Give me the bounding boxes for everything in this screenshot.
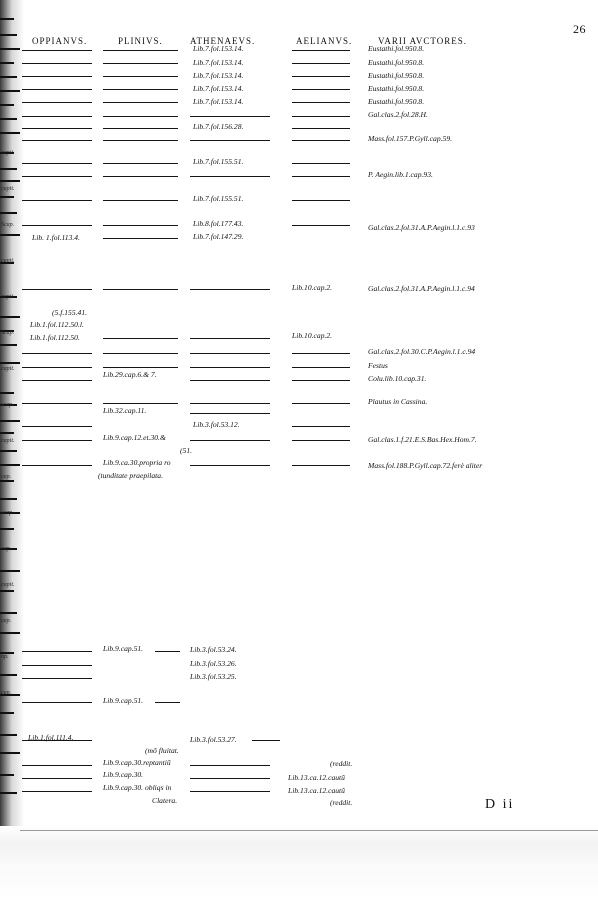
- binding-rule: [0, 34, 17, 36]
- table-rule: [22, 176, 92, 177]
- table-rule: [103, 289, 178, 290]
- table-rule: [103, 176, 178, 177]
- page-curl: [0, 826, 598, 900]
- table-rule: [22, 140, 92, 141]
- binding-rule: [0, 498, 17, 500]
- binding-text: Scap.: [1, 330, 15, 336]
- table-rule: [103, 102, 178, 103]
- binding-rule: [0, 774, 14, 776]
- table-rule: [22, 102, 92, 103]
- header-oppianus: OPPIANVS.: [32, 36, 88, 46]
- binding-text: capit.: [1, 258, 15, 264]
- binding-text: capit.: [1, 438, 15, 444]
- table-rule: [22, 380, 92, 381]
- binding-rule: [0, 464, 20, 466]
- table-rule: [103, 225, 178, 226]
- aelianus-entry: Lib.13.ca.12.cautũ: [288, 786, 345, 795]
- athenaeus-entry: Lib.3.fol.53.24.: [190, 645, 237, 654]
- table-rule: [190, 353, 270, 354]
- table-rule: [190, 176, 270, 177]
- athenaeus-entry: Lib.7.fol.153.14.: [193, 44, 244, 53]
- plinius-entry: Lib.29.cap.6.& 7.: [103, 370, 157, 379]
- table-rule: [155, 651, 180, 652]
- varii-entry: Eustathi.fol.950.8.: [368, 97, 425, 106]
- binding-rule: [0, 432, 14, 434]
- varii-entry: Eustathi.fol.950.8.: [368, 84, 425, 93]
- table-rule: [292, 403, 350, 404]
- binding-rule: [0, 196, 14, 198]
- binding-text: capit.: [1, 582, 15, 588]
- binding-rule: [0, 62, 14, 64]
- binding-rule: [0, 674, 17, 676]
- binding-text: scap.: [1, 510, 14, 516]
- table-rule: [103, 50, 178, 51]
- binding-rule: [0, 212, 17, 214]
- table-rule: [190, 791, 270, 792]
- plinius-entry: (mõ fluitat.: [145, 746, 179, 755]
- table-rule: [190, 778, 270, 779]
- table-rule: [22, 403, 92, 404]
- plinius-entry: (tunditate praepilata.: [98, 471, 163, 480]
- aelianus-entry: (reddit.: [330, 759, 353, 768]
- table-rule: [22, 465, 92, 466]
- table-rule: [292, 380, 350, 381]
- binding-rule: [0, 528, 14, 530]
- binding-text: Scap.: [1, 222, 15, 228]
- binding-text: cap.: [1, 690, 12, 696]
- binding-rule: [0, 316, 20, 318]
- table-rule: [190, 403, 270, 404]
- header-aelianus: AELIANVS.: [296, 36, 353, 46]
- table-rule: [22, 678, 92, 679]
- plinius-entry: Lib.32.cap.11.: [103, 406, 147, 415]
- table-rule: [22, 225, 92, 226]
- binding-rule: [0, 480, 14, 482]
- table-rule: [190, 289, 270, 290]
- table-rule: [190, 765, 270, 766]
- table-rule: [22, 702, 92, 703]
- table-rule: [103, 353, 178, 354]
- table-rule: [22, 353, 92, 354]
- binding-text: capit.: [1, 366, 15, 372]
- plinius-entry: Lib.9.cap.12.et.30.&: [103, 433, 166, 442]
- binding-rule: [0, 612, 17, 614]
- athenaeus-entry: Lib.3.fol.53.25.: [190, 672, 237, 681]
- table-rule: [22, 778, 92, 779]
- plinius-entry: Lib.9.cap.30.: [103, 770, 144, 779]
- table-rule: [103, 163, 178, 164]
- table-rule: [292, 163, 350, 164]
- varii-entry: Mass.fol.188.P.Gyll.cap.72.ferè aliter: [368, 461, 483, 470]
- table-rule: [190, 367, 270, 368]
- table-rule: [22, 426, 92, 427]
- table-rule: [103, 403, 178, 404]
- aelianus-entry: (reddit.: [330, 798, 353, 807]
- binding-rule: [0, 104, 14, 106]
- varii-entry: Colu.lib.10.cap.31.: [368, 374, 427, 383]
- plinius-entry: Lib.9.cap.51.: [103, 696, 144, 705]
- table-rule: [22, 89, 92, 90]
- aelianus-entry: Lib.10.cap.2.: [292, 283, 333, 292]
- binding-text: ap.: [1, 654, 9, 660]
- athenaeus-entry: Lib.7.fol.153.14.: [193, 58, 244, 67]
- table-rule: [292, 176, 350, 177]
- plinius-entry: Lib.9.cap.30. obliqs in: [103, 783, 172, 792]
- athenaeus-entry: Lib.7.fol.153.14.: [193, 84, 244, 93]
- binding-text: capit.: [1, 186, 15, 192]
- table-rule: [22, 289, 92, 290]
- table-rule: [292, 200, 350, 201]
- athenaeus-entry: Lib.7.fol.156.28.: [193, 122, 244, 131]
- plinius-entry: Lib.9.cap.30.reptantiũ: [103, 758, 171, 767]
- varii-entry: Eustathi.fol.950.8.: [368, 44, 425, 53]
- varii-entry: Gal.clas.2.fol.31.A.P.Aegin.l.1.c.94: [368, 284, 475, 293]
- binding-rule: [0, 392, 14, 394]
- table-rule: [22, 791, 92, 792]
- table-rule: [22, 76, 92, 77]
- table-rule: [103, 76, 178, 77]
- athenaeus-entry: (51.: [180, 446, 193, 455]
- varii-entry: Festus: [368, 361, 388, 370]
- athenaeus-entry: Lib.3.fol.53.27.: [190, 735, 237, 744]
- table-rule: [190, 338, 270, 339]
- table-rule: [292, 50, 350, 51]
- binding-text: cap.: [1, 474, 12, 480]
- table-rule: [292, 102, 350, 103]
- table-rule: [22, 440, 92, 441]
- binding-rule: [0, 18, 14, 20]
- binding-rule: [0, 344, 17, 346]
- table-rule: [22, 63, 92, 64]
- plinius-entry: Clatera.: [152, 796, 178, 805]
- binding-rule: [0, 420, 20, 422]
- binding-rule: [0, 734, 17, 736]
- signature-mark: D ii: [485, 797, 515, 812]
- table-rule: [155, 702, 180, 703]
- table-rule: [22, 200, 92, 201]
- varii-entry: Eustathi.fol.950.8.: [368, 71, 425, 80]
- table-rule: [292, 225, 350, 226]
- header-varii-auctores: VARII AVCTORES.: [378, 36, 468, 46]
- binding-rule: [0, 590, 14, 592]
- table-rule: [292, 128, 350, 129]
- table-rule: [190, 465, 270, 466]
- binding-rule: [0, 132, 20, 134]
- varii-entry: Gal.clas.1.f.21.E.S.Bas.Hex.Hom.7.: [368, 435, 477, 444]
- binding-rule: [0, 90, 20, 92]
- table-rule: [292, 89, 350, 90]
- binding-text: cap.: [1, 546, 12, 552]
- athenaeus-entry: Lib.7.fol.155.51.: [193, 194, 244, 203]
- oppianus-entry: Lib.1.fol.112.50.: [30, 333, 80, 342]
- table-rule: [103, 63, 178, 64]
- table-rule: [292, 440, 350, 441]
- athenaeus-entry: Lib.7.fol.153.14.: [193, 97, 244, 106]
- binding-text: capit.: [1, 294, 15, 300]
- page-number: 26: [573, 22, 586, 36]
- athenaeus-entry: Lib.8.fol.177.43.: [193, 219, 244, 228]
- table-rule: [103, 238, 178, 239]
- binding-rule: [0, 168, 17, 170]
- table-rule: [22, 665, 92, 666]
- binding-rule: [0, 450, 17, 452]
- table-rule: [22, 128, 92, 129]
- binding-rule: [0, 234, 20, 236]
- table-rule: [103, 200, 178, 201]
- plinius-entry: Lib.9.ca.30.propria ro: [103, 458, 171, 467]
- oppianus-entry: Lib.1.fol.112.50.l.: [30, 320, 84, 329]
- page-edge-line: [20, 830, 598, 831]
- table-rule: [103, 367, 178, 368]
- oppianus-entry: Lib.1.fol.111.4.: [28, 733, 74, 742]
- aelianus-entry: Lib.10.cap.2.: [292, 331, 333, 340]
- plinius-entry: Lib.9.cap.51.: [103, 644, 144, 653]
- binding-rule: [0, 76, 17, 78]
- table-rule: [292, 140, 350, 141]
- table-rule: [292, 367, 350, 368]
- table-rule: [292, 76, 350, 77]
- athenaeus-entry: Lib.7.fol.155.51.: [193, 157, 244, 166]
- table-rule: [190, 413, 270, 414]
- table-rule: [292, 353, 350, 354]
- binding-rule: [0, 180, 20, 182]
- table-rule: [103, 140, 178, 141]
- table-rule: [103, 128, 178, 129]
- table-rule: [22, 163, 92, 164]
- varii-entry: Gal.clas.2.fol.28.H.: [368, 110, 428, 119]
- page-binding: [0, 0, 24, 830]
- table-rule: [22, 651, 92, 652]
- varii-entry: Gal.clas.2.fol.31.A.P.Aegin.l.1.c.93: [368, 223, 475, 232]
- varii-entry: Mass.fol.157.P.Gyll.cap.59.: [368, 134, 453, 143]
- table-rule: [103, 89, 178, 90]
- varii-entry: Plautus in Cassina.: [368, 397, 428, 406]
- table-rule: [252, 740, 280, 741]
- binding-text: capit.: [1, 150, 15, 156]
- table-rule: [292, 465, 350, 466]
- table-rule: [190, 116, 270, 117]
- aelianus-entry: Lib.13.ca.12.cautũ: [288, 773, 345, 782]
- binding-rule: [0, 712, 14, 714]
- binding-rule: [0, 752, 20, 754]
- table-rule: [103, 116, 178, 117]
- athenaeus-entry: Lib.3.fol.53.12.: [193, 420, 240, 429]
- header-plinius: PLINIVS.: [118, 36, 163, 46]
- table-rule: [292, 63, 350, 64]
- binding-rule: [0, 362, 20, 364]
- table-rule: [22, 367, 92, 368]
- binding-rule: [0, 632, 20, 634]
- oppianus-entry: Lib. 1.fol.113.4.: [32, 233, 80, 242]
- varii-entry: P. Aegin.lib.1.cap.93.: [368, 170, 433, 179]
- table-rule: [22, 50, 92, 51]
- table-rule: [292, 426, 350, 427]
- header-athenaeus: ATHENAEVS.: [190, 36, 256, 46]
- binding-rule: [0, 792, 17, 794]
- table-rule: [22, 765, 92, 766]
- athenaeus-entry: Lib.7.fol.147.29.: [193, 232, 244, 241]
- varii-entry: Eustathi.fol.950.8.: [368, 58, 425, 67]
- table-rule: [292, 116, 350, 117]
- binding-rule: [0, 118, 17, 120]
- table-rule: [190, 440, 270, 441]
- varii-entry: Gal.clas.2.fol.30.C.P.Aegin.l.1.c.94: [368, 347, 476, 356]
- binding-text: scap.: [1, 402, 14, 408]
- table-rule: [22, 116, 92, 117]
- table-rule: [190, 380, 270, 381]
- oppianus-entry: (5.f.155.41.: [52, 308, 88, 317]
- athenaeus-entry: Lib.3.fol.53.26.: [190, 659, 237, 668]
- binding-rule: [0, 48, 20, 50]
- binding-rule: [0, 570, 20, 572]
- table-rule: [190, 140, 270, 141]
- binding-text: cap.: [1, 618, 12, 624]
- athenaeus-entry: Lib.7.fol.153.14.: [193, 71, 244, 80]
- table-rule: [103, 338, 178, 339]
